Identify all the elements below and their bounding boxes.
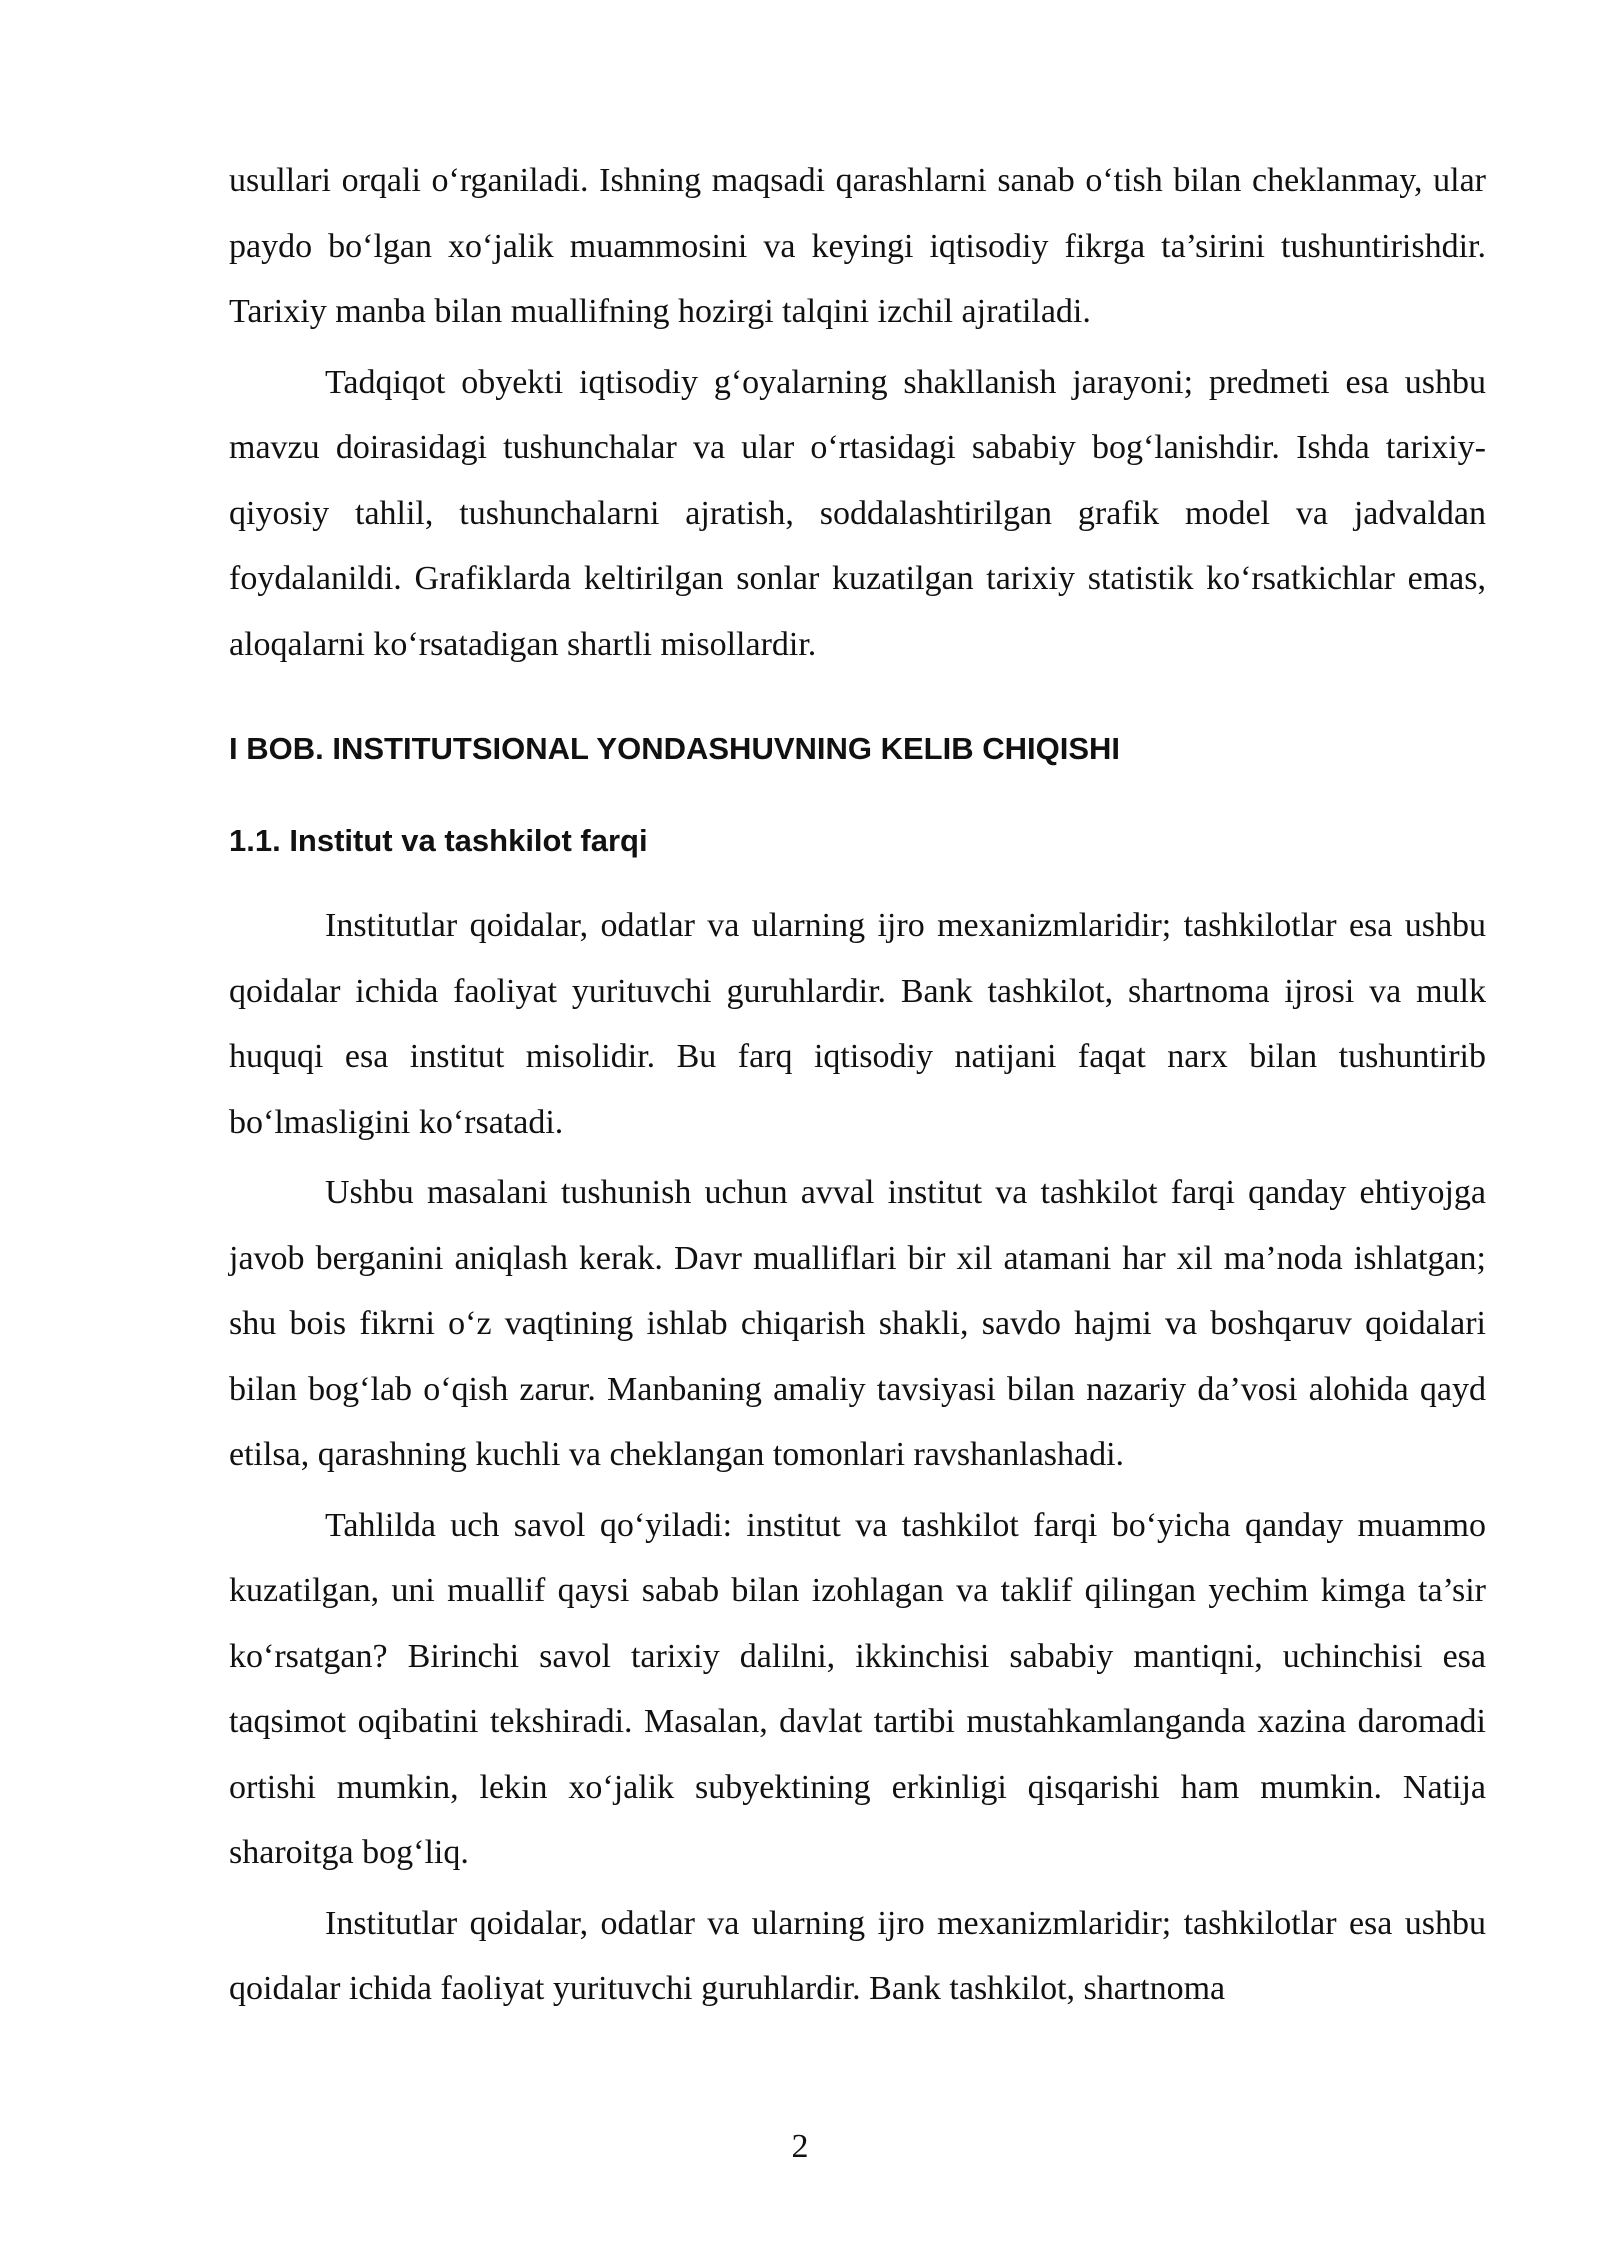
page-content <box>229 148 1486 2022</box>
page-number: 2 <box>791 2128 809 2165</box>
chapter-heading: I BOB. INSTITUTSIONAL YONDASHUVNING KELIB CHIQISHI <box>229 731 1121 766</box>
body-paragraph-continued: usullari orqali o‘rganiladi. Ishning maqsadi qarashlarni sanab o‘tish bilan cheklanmay, ular paydo bo‘lgan xo‘jalik muammosini va keyingi iqtisodiy fikrga ta’sirini tushuntirishdir. Tarixiy manba bilan muallifning hozirgi talqini izchil ajratiladi. <box>229 162 1486 330</box>
body-paragraph: Ushbu masalani tushunish uchun avval institut va tashkilot farqi qanday ehtiyojga javob berganini aniqlash kerak. Davr mualliflari bir xil atamani har xil ma’noda ishlatgan; shu bois fikrni o‘z vaqtining ishlab chiqarish shakli, savdo hajmi va boshqaruv qoidalari bilan bog‘lab o‘qish zarur. Manbaning amaliy tavsiyasi bilan nazariy da’vosi alohida qayd etilsa, qarashning kuchli va cheklangan tomonlari ravshanlashadi. <box>229 1174 1486 1473</box>
body-paragraph: Institutlar qoidalar, odatlar va ularning ijro mexanizmlaridir; tashkilotlar esa ushbu qoidalar ichida faoliyat yurituvchi guruhlardir. Bank tashkilot, shartnoma ijrosi va mulk huquqi esa institut misolidir. Bu farq iqtisodiy natijani faqat narx bilan tushuntirib bo‘lmasligini ko‘rsatadi. <box>229 907 1486 1141</box>
body-paragraph: Tadqiqot obyekti iqtisodiy g‘oyalarning shakllanish jarayoni; predmeti esa ushbu mavzu doirasidagi tushunchalar va ular o‘rtasidagi sababiy bog‘lanishdir. Ishda tarixiy-qiyosiy tahlil, tushunchalarni ajratish, soddalashtirilgan grafik model va jadvaldan foydalanildi. Grafiklarda keltirilgan sonlar kuzatilgan tarixiy statistik ko‘rsatkichlar emas, aloqalarni ko‘rsatadigan shartli misollardir. <box>229 363 1486 663</box>
body-paragraph-partial: Institutlar qoidalar, odatlar va ularning ijro mexanizmlaridir; tashkilotlar esa ushbu qoidalar ichida faoliyat yurituvchi guruhlardir. Bank tashkilot, shartnoma <box>229 1904 1486 2007</box>
section-heading: 1.1. Institut va tashkilot farqi <box>229 823 648 858</box>
body-paragraph: Tahlilda uch savol qo‘yiladi: institut va tashkilot farqi bo‘yicha qanday muammo kuzatilgan, uni muallif qaysi sabab bilan izohlagan va taklif qilingan yechim kimga ta’sir ko‘rsatgan? Birinchi savol tarixiy dalilni, ikkinchisi sababiy mantiqni, uchinchisi esa taqsimot oqibatini tekshiradi. Masalan, davlat tartibi mustahkamlanganda xazina daromadi ortishi mumkin, lekin xo‘jalik subyektining erkinligi qisqarishi ham mumkin. Natija sharoitga bog‘liq. <box>229 1506 1486 1871</box>
